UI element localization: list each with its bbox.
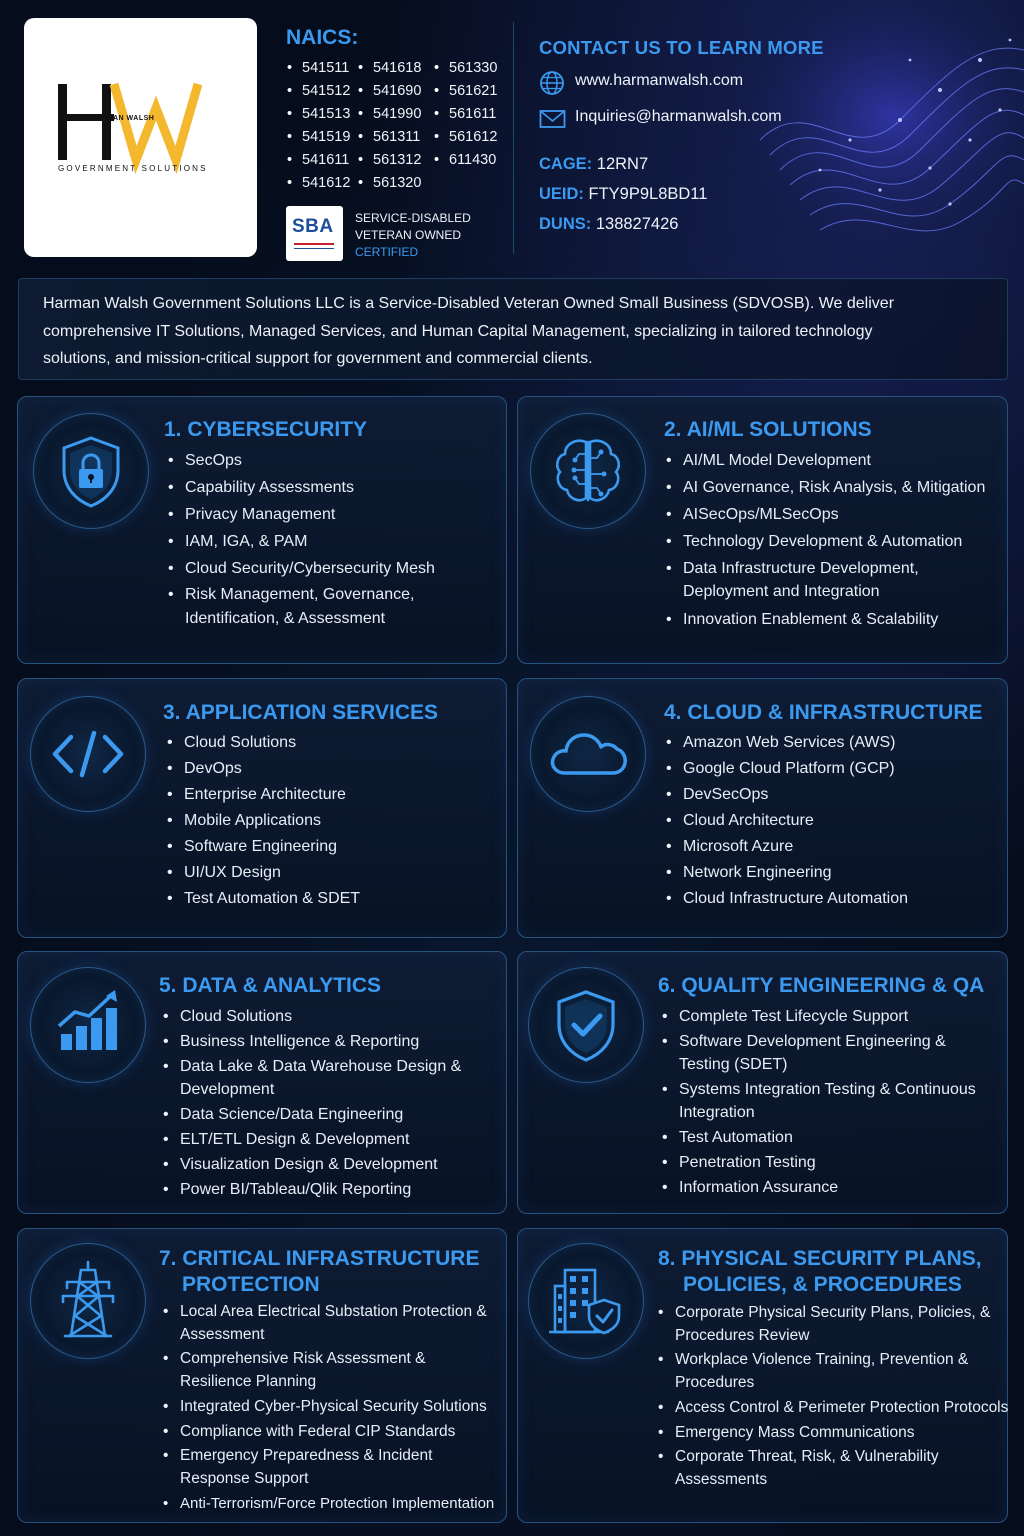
naics-code: • 541611: [287, 149, 350, 172]
naics-column-2: [358, 57, 421, 195]
card-title: 5. DATA & ANALYTICS: [159, 974, 382, 997]
logo-tagline: GOVERNMENT SOLUTIONS: [58, 164, 208, 173]
website-row[interactable]: [539, 70, 799, 96]
service-list: [165, 731, 360, 910]
service-card-cybersecurity: [17, 396, 507, 664]
cloud-icon: [531, 697, 645, 811]
list-item: • Systems Integration Testing & Continuous Integration: [660, 1078, 976, 1124]
email-row[interactable]: [539, 106, 799, 132]
list-item: • Privacy Management: [166, 503, 435, 526]
service-card-critical-infrastructure: [17, 1228, 507, 1523]
contact-title: CONTACT US TO LEARN MORE: [539, 37, 824, 58]
sba-line-1: SERVICE-DISABLED: [355, 211, 471, 225]
list-item: • IAM, IGA, & PAM: [166, 530, 435, 553]
list-item: • ELT/ETL Design & Development: [161, 1128, 461, 1151]
cage-value: 12RN7: [596, 155, 649, 173]
sba-logo: [286, 206, 343, 261]
list-item: • Information Assurance: [660, 1176, 976, 1199]
icon-circle: [530, 696, 646, 812]
cage-label: CAGE:: [539, 155, 593, 173]
list-item: • DevOps: [165, 757, 360, 780]
card-title: 1. CYBERSECURITY: [164, 418, 368, 441]
list-item: • Workplace Violence Training, Prevention & Procedures: [656, 1349, 1008, 1394]
naics-code: • 561320: [358, 172, 421, 195]
naics-title: NAICS:: [286, 26, 359, 49]
service-card-cloud-infrastructure: [517, 678, 1008, 938]
naics-code: • 561330: [434, 57, 497, 80]
list-item: • Comprehensive Risk Assessment & Resilience Planning: [161, 1348, 494, 1393]
list-item: • Local Area Electrical Substation Protection & Assessment: [161, 1301, 494, 1346]
icon-circle: [30, 967, 146, 1083]
company-logo: [24, 18, 257, 257]
list-item: • Emergency Preparedness & Incident Response Support: [161, 1445, 494, 1490]
duns-row: [539, 215, 678, 234]
card-title: 3. APPLICATION SERVICES: [163, 701, 438, 724]
list-item: • Cloud Solutions: [165, 731, 360, 754]
service-card-data-analytics: [17, 951, 507, 1214]
naics-code: • 541690: [358, 80, 421, 103]
shield-check-icon: [529, 968, 643, 1082]
list-item: • Test Automation: [660, 1126, 976, 1149]
naics-code: • 561611: [434, 103, 497, 126]
list-item: • Innovation Enablement & Scalability: [664, 608, 985, 631]
list-item: • Network Engineering: [664, 861, 908, 884]
sba-line-2: VETERAN OWNED: [355, 228, 462, 242]
list-item: • Test Automation & SDET: [165, 887, 360, 910]
naics-code: • 561621: [434, 80, 497, 103]
card-title: 2. AI/ML SOLUTIONS: [664, 418, 872, 441]
sba-line-3: CERTIFIED: [355, 245, 419, 259]
icon-circle: [33, 413, 149, 529]
card-title: 4. CLOUD & INFRASTRUCTURE: [664, 701, 983, 724]
list-item: • Integrated Cyber-Physical Security Solutions: [161, 1395, 494, 1418]
list-item: • AI Governance, Risk Analysis, & Mitigation: [664, 476, 985, 499]
list-item: • Business Intelligence & Reporting: [161, 1030, 461, 1053]
icon-circle: [30, 1243, 146, 1359]
service-card-quality-engineering: [517, 951, 1008, 1214]
list-item: • Corporate Physical Security Plans, Policies, & Procedures Review: [656, 1302, 1008, 1347]
service-list: [161, 1005, 461, 1201]
list-item: • Access Control & Perimeter Protection Protocols: [656, 1396, 1008, 1419]
email-link[interactable]: Inquiries@harmanwalsh.com: [575, 108, 782, 125]
service-list: [664, 731, 908, 910]
sba-certification: [355, 210, 471, 261]
list-item: • Enterprise Architecture: [165, 783, 360, 806]
list-item: • Anti-Terrorism/Force Protection Implementation: [161, 1492, 494, 1515]
service-list: [660, 1005, 976, 1199]
ueid-value: FTY9P9L8BD11: [588, 185, 708, 203]
bar-chart-trend-icon: [31, 968, 145, 1082]
list-item: • Power BI/Tableau/Qlik Reporting: [161, 1178, 461, 1201]
card-title: 8. PHYSICAL SECURITY PLANS, POLICIES, & PROCEDURES: [658, 1247, 982, 1296]
list-item: • Risk Management, Governance, Identification, & Assessment: [166, 583, 435, 631]
duns-label: DUNS:: [539, 215, 592, 233]
list-item: • Cloud Security/Cybersecurity Mesh: [166, 557, 435, 580]
list-item: • Penetration Testing: [660, 1151, 976, 1174]
hw-logo-mark: [52, 78, 232, 198]
list-item: • UI/UX Design: [165, 861, 360, 884]
naics-code: • 541512: [287, 80, 350, 103]
list-item: • DevSecOps: [664, 783, 908, 806]
globe-icon: [539, 70, 565, 96]
logo-name: HARMAN WALSH: [90, 115, 155, 122]
list-item: • Cloud Infrastructure Automation: [664, 887, 908, 910]
service-card-ai-ml: [517, 396, 1008, 664]
list-item: • Data Science/Data Engineering: [161, 1103, 461, 1126]
service-card-physical-security: [517, 1228, 1008, 1523]
intro-text: Harman Walsh Government Solutions LLC is a Service-Disabled Veteran Owned Small Business (SDVOSB). We deliver comprehensive IT Solutions, Managed Services, and Human Capital Management, specializing in tailored technology solutions, and mission-critical support for government and commercial clients.: [43, 295, 895, 367]
sba-logo-text: SBA: [292, 216, 334, 237]
naics-code: • 611430: [434, 149, 497, 172]
naics-column-1: [287, 57, 350, 195]
circuit-brain-icon: [531, 414, 645, 528]
cage-row: [539, 155, 648, 174]
ueid-label: UEID:: [539, 185, 584, 203]
list-item: • Microsoft Azure: [664, 835, 908, 858]
naics-code: • 541612: [287, 172, 350, 195]
list-item: • AISecOps/MLSecOps: [664, 503, 985, 526]
list-item: • SecOps: [166, 449, 435, 472]
list-item: • Complete Test Lifecycle Support: [660, 1005, 976, 1028]
card-title: 7. CRITICAL INFRASTRUCTURE PROTECTION: [159, 1247, 480, 1296]
shield-lock-icon: [34, 414, 148, 528]
service-list: [161, 1301, 494, 1515]
ueid-row: [539, 185, 707, 204]
list-item: • Corporate Threat, Risk, & Vulnerability Assessments: [656, 1446, 1008, 1491]
envelope-icon: [539, 106, 566, 132]
list-item: • AI/ML Model Development: [664, 449, 985, 472]
icon-circle: [528, 967, 644, 1083]
list-item: • Data Infrastructure Development, Deployment and Integration: [664, 557, 985, 603]
naics-code: • 561312: [358, 149, 421, 172]
naics-column-3: [434, 57, 497, 172]
code-brackets-icon: [31, 697, 145, 811]
icon-circle: [530, 413, 646, 529]
list-item: • Visualization Design & Development: [161, 1153, 461, 1176]
naics-code: • 541618: [358, 57, 421, 80]
icon-circle: [528, 1243, 644, 1359]
list-item: • Mobile Applications: [165, 809, 360, 832]
naics-code: • 561311: [358, 126, 421, 149]
naics-code: • 541519: [287, 126, 350, 149]
naics-code: • 541990: [358, 103, 421, 126]
list-item: • Google Cloud Platform (GCP): [664, 757, 908, 780]
service-list: [656, 1302, 1008, 1491]
list-item: • Capability Assessments: [166, 476, 435, 499]
list-item: • Cloud Architecture: [664, 809, 908, 832]
power-tower-icon: [31, 1244, 145, 1358]
service-card-application-services: [17, 678, 507, 938]
service-list: [664, 449, 985, 631]
website-link[interactable]: www.harmanwalsh.com: [575, 72, 744, 89]
list-item: • Data Lake & Data Warehouse Design & Development: [161, 1055, 461, 1101]
list-item: • Compliance with Federal CIP Standards: [161, 1420, 494, 1443]
duns-value: 138827426: [595, 215, 679, 233]
service-list: [166, 449, 435, 631]
naics-code: • 541511: [287, 57, 350, 80]
list-item: • Emergency Mass Communications: [656, 1421, 1008, 1444]
icon-circle: [30, 696, 146, 812]
card-title: 6. QUALITY ENGINEERING & QA: [658, 974, 985, 997]
list-item: • Software Engineering: [165, 835, 360, 858]
intro-panel: [18, 278, 1008, 380]
list-item: • Amazon Web Services (AWS): [664, 731, 908, 754]
naics-code: • 561612: [434, 126, 497, 149]
header-divider: [513, 22, 514, 254]
naics-code: • 541513: [287, 103, 350, 126]
building-shield-icon: [529, 1244, 643, 1358]
list-item: • Technology Development & Automation: [664, 530, 985, 553]
list-item: • Software Development Engineering & Testing (SDET): [660, 1030, 976, 1076]
list-item: • Cloud Solutions: [161, 1005, 461, 1028]
